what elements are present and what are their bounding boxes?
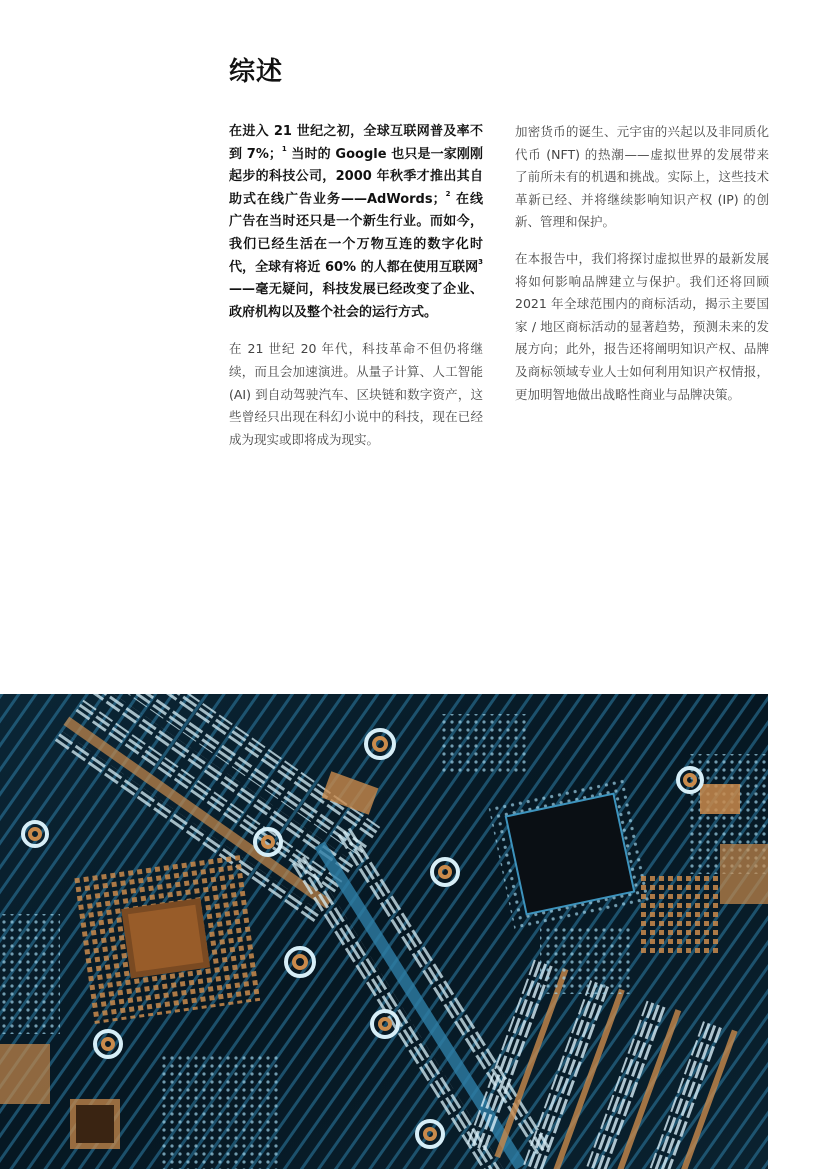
page-title: 综述 [229, 57, 284, 87]
footnote-ref-3[interactable]: 3 [478, 257, 483, 266]
circuit-board-image [0, 694, 768, 1169]
footnote-ref-1[interactable]: 1 [281, 144, 287, 153]
circuit-board-illustration [0, 694, 768, 1169]
lead-text-2: 当时的 Google 也只是一家刚刚起步的科技公司，2000 年秋季才推出其自助式在线广告业务——AdWords； [229, 146, 483, 207]
lead-paragraph [229, 121, 483, 324]
right-column [515, 121, 769, 420]
lead-text-3: 在线广告在当时还只是一个新生行业。而如今，我们已经生活在一个万物互连的数字化时代，全球有将近 60% 的人都在使用互联网 [229, 191, 483, 275]
body-paragraph-tech-revolution: 在 21 世纪 20 年代，科技革命不但仍将继续，而且会加速演进。从量子计算、人工智能 (AI) 到自动驾驶汽车、区块链和数字资产，这些曾经只出现在科幻小说中的科技，现在已经成为现实或即将成为现实。 [229, 341, 483, 447]
lead-text-1: 在进入 21 世纪之初，全球互联网普及率不到 7%； [229, 124, 483, 162]
left-column [229, 121, 483, 465]
body-paragraph-virtual-world: 加密货币的诞生、元宇宙的兴起以及非同质化代币 (NFT) 的热潮——虚拟世界的发展带来了前所未有的机遇和挑战。实际上，这些技术革新已经、并将继续影响知识产权 (IP) 的创新、管理和保护。 [515, 124, 769, 230]
lead-text-4: ——毫无疑问，科技发展已经改变了企业、政府机构以及整个社会的运行方式。 [229, 282, 483, 320]
body-paragraph-report-scope: 在本报告中，我们将探讨虚拟世界的最新发展将如何影响品牌建立与保护。我们还将回顾 2021 年全球范围内的商标活动，揭示主要国家 / 地区商标活动的显著趋势，预测未来的发展方向；此外，报告还将阐明知识产权、品牌及商标领域专业人士如何利用知识产权情报，更加明智地做出战略性商业与品牌决策。 [515, 250, 769, 402]
footnote-ref-2[interactable]: 2 [445, 189, 451, 198]
